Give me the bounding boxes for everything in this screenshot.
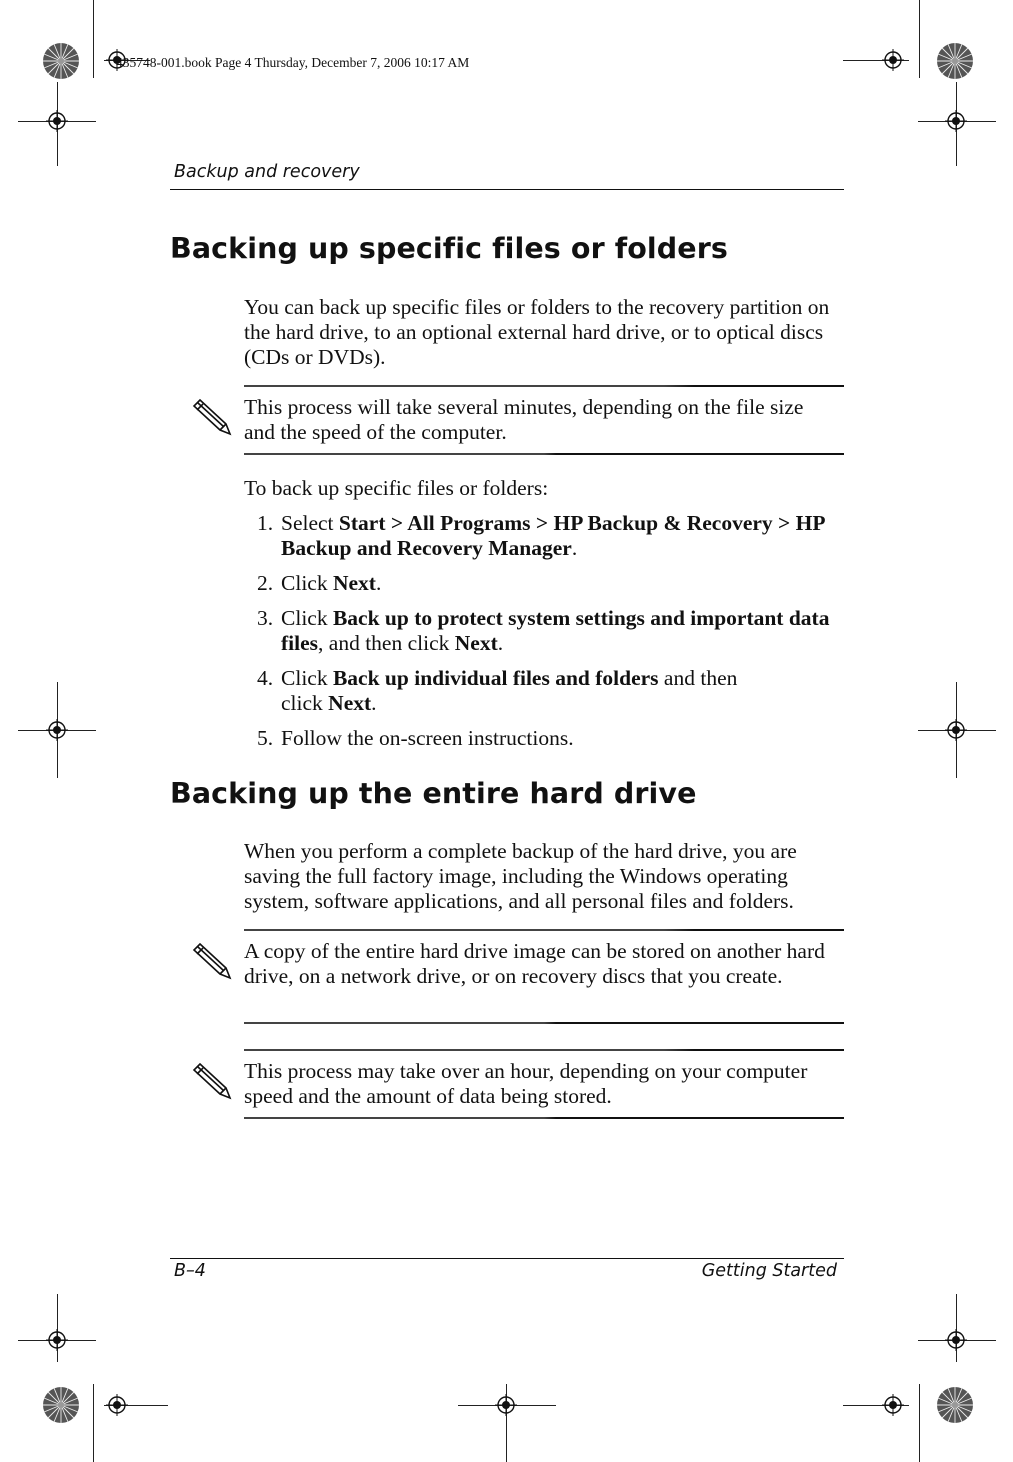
crop-line bbox=[919, 0, 920, 78]
section-title: Backing up the entire hard drive bbox=[170, 777, 697, 810]
list-item: 4. Click Back up individual files and folders and then click Next. bbox=[257, 666, 738, 715]
crop-line bbox=[919, 1384, 920, 1462]
note-rule-top bbox=[244, 929, 844, 931]
crop-line bbox=[93, 0, 94, 78]
crop-line bbox=[57, 1294, 58, 1362]
note-pencil-icon bbox=[192, 940, 236, 980]
list-item: 5. Follow the on-screen instructions. bbox=[257, 726, 574, 750]
note-rule-top bbox=[244, 385, 844, 387]
crop-line bbox=[956, 1294, 957, 1362]
note-text: A copy of the entire hard drive image can be stored on another hard drive, on a network drive, or on recovery discs that you create. bbox=[244, 939, 825, 988]
section-intro: You can back up specific files or folders to the recovery partition on the hard drive, to an optional external hard drive, or to optical discs (CDs or DVDs). bbox=[244, 295, 830, 369]
list-item: 1. Select Start > All Programs > HP Backup & Recovery > HP Backup and Recovery Manager. bbox=[257, 511, 825, 560]
note-rule-top bbox=[244, 1049, 844, 1051]
steps-lead: To back up specific files or folders: bbox=[244, 476, 549, 500]
note-rule-bottom bbox=[244, 1117, 844, 1119]
registration-target-icon bbox=[495, 1394, 517, 1416]
steps-list bbox=[244, 511, 844, 761]
section-title: Backing up specific files or folders bbox=[170, 232, 728, 265]
registration-target-icon bbox=[46, 719, 68, 741]
section-intro: When you perform a complete backup of the hard drive, you are saving the full factory image, including the Windows operating system, software applications, and all personal files and folders. bbox=[244, 839, 797, 913]
note-pencil-icon bbox=[192, 1060, 236, 1100]
note-text: This process will take several minutes, depending on the file size and the speed of the computer. bbox=[244, 395, 804, 444]
registration-target-icon bbox=[46, 1329, 68, 1351]
note-rule-bottom bbox=[244, 1022, 844, 1024]
book-title: Getting Started bbox=[701, 1261, 837, 1281]
registration-target-icon bbox=[945, 1329, 967, 1351]
registration-target-icon bbox=[882, 1394, 904, 1416]
header-rule bbox=[170, 189, 844, 190]
list-item: 2. Click Next. bbox=[257, 571, 382, 595]
note-pencil-icon bbox=[192, 396, 236, 436]
registration-target-icon bbox=[882, 49, 904, 71]
crop-line bbox=[93, 1384, 94, 1462]
note-rule-bottom bbox=[244, 453, 844, 455]
list-item: 3. Click Back up to protect system settings and important data files, and then click Next. bbox=[257, 606, 830, 655]
print-slug: 435748-001.book Page 4 Thursday, December 7, 2006 10:17 AM bbox=[116, 55, 470, 70]
registration-target-icon bbox=[945, 110, 967, 132]
color-fan-icon bbox=[936, 1386, 974, 1424]
footer-rule bbox=[170, 1258, 844, 1259]
registration-target-icon bbox=[945, 719, 967, 741]
registration-target-icon bbox=[106, 1394, 128, 1416]
note-text: This process may take over an hour, depending on your computer speed and the amount of data being stored. bbox=[244, 1059, 808, 1108]
page-number: B–4 bbox=[174, 1261, 206, 1281]
color-fan-icon bbox=[42, 1386, 80, 1424]
color-fan-icon bbox=[936, 42, 974, 80]
running-head: Backup and recovery bbox=[174, 162, 360, 182]
registration-target-icon bbox=[46, 110, 68, 132]
color-fan-icon bbox=[42, 42, 80, 80]
